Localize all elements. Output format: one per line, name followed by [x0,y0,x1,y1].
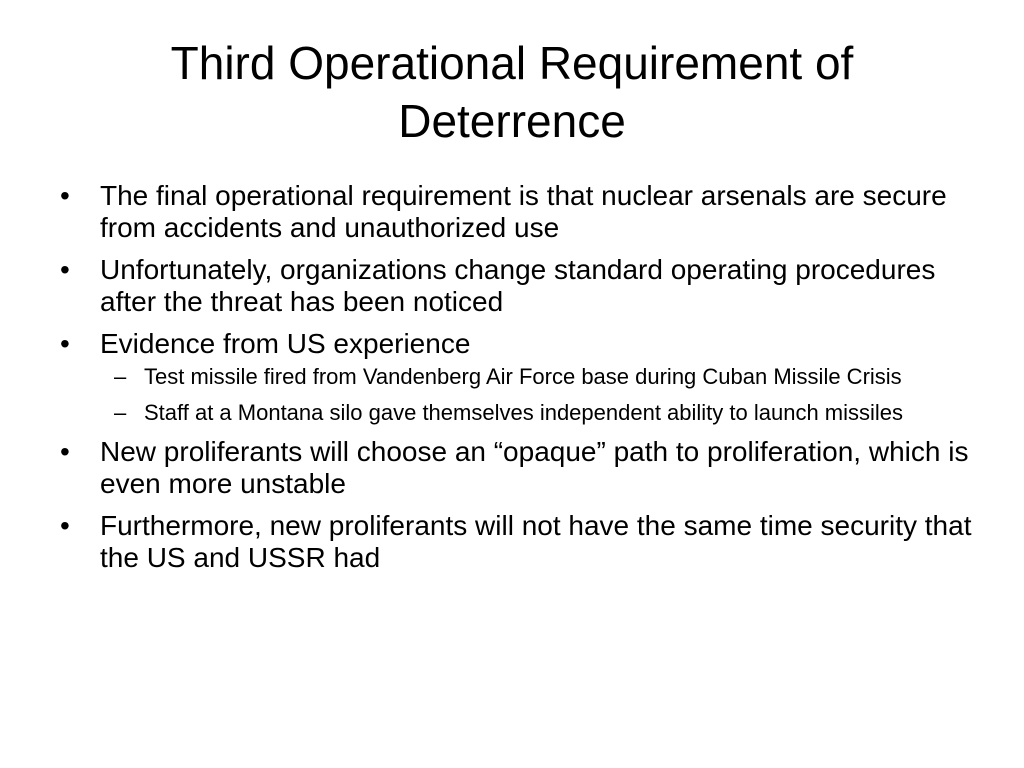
bullet-item [56,328,976,426]
bullet-marker: • [60,254,70,285]
sub-bullet-text: Test missile fired from Vandenberg Air Force base during Cuban Missile Crisis [144,364,902,389]
bullet-text: New proliferants will choose an “opaque” path to proliferation, which is even more unstable [100,436,969,499]
bullet-item [56,254,976,318]
sub-bullet-item [100,400,976,426]
bullet-text: Furthermore, new proliferants will not have the same time security that the US and USSR had [100,510,972,573]
bullet-item [56,436,976,500]
bullet-text: Evidence from US experience [100,328,471,359]
sub-bullet-marker: – [114,364,127,389]
bullet-marker: • [60,328,70,359]
sub-bullet-list [100,364,976,426]
bullet-text: Unfortunately, organizations change standard operating procedures after the threat has been noticed [100,254,936,317]
bullet-marker: • [60,436,70,467]
bullet-marker: • [60,180,70,211]
sub-bullet-item [100,364,976,390]
slide-title: Third Operational Requirement of Deterrence [170,37,854,147]
bullet-list [56,180,976,584]
bullet-marker: • [60,510,70,541]
sub-bullet-text: Staff at a Montana silo gave themselves independent ability to launch missiles [144,400,904,425]
bullet-text: The final operational requirement is that nuclear arsenals are secure from accidents and unauthorized use [100,180,947,243]
bullet-item [56,510,976,574]
sub-bullet-marker: – [114,400,127,425]
bullet-item [56,180,976,244]
